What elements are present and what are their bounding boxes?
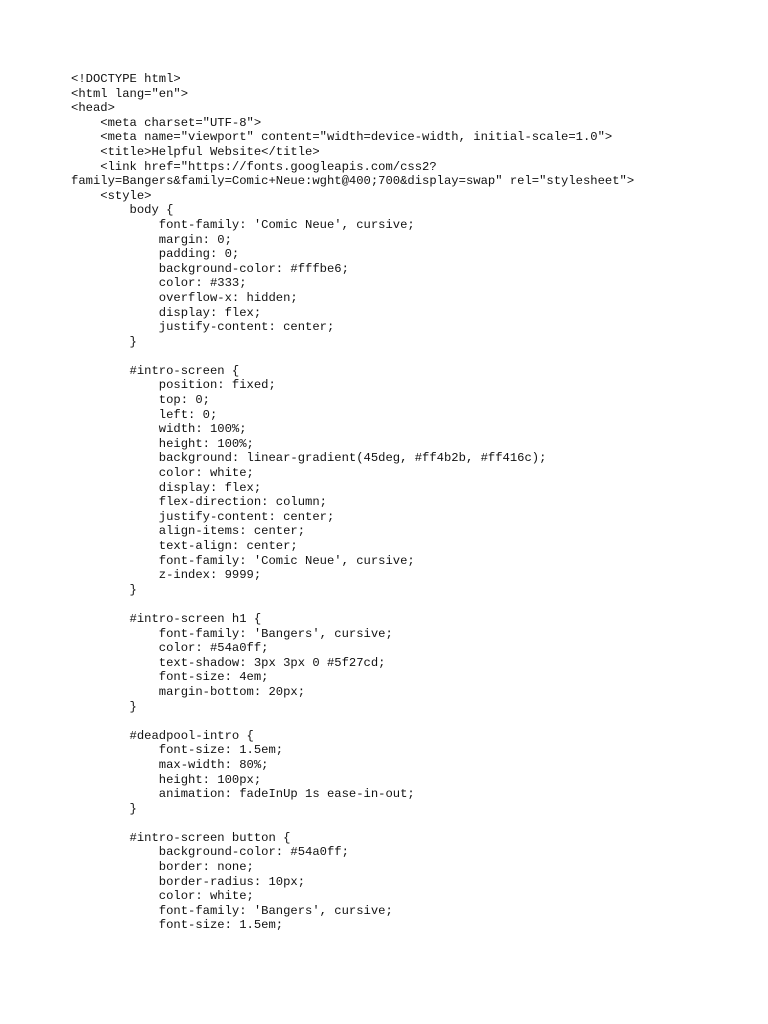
code-line: color: white; bbox=[71, 466, 254, 481]
code-line: <link href="https://fonts.googleapis.com/css2? bbox=[71, 159, 437, 174]
code-line: font-family: 'Comic Neue', cursive; bbox=[71, 217, 415, 232]
code-line: } bbox=[71, 699, 137, 714]
code-line: overflow-x: hidden; bbox=[71, 290, 298, 305]
code-line: <meta name="viewport" content="width=device-width, initial-scale=1.0"> bbox=[71, 130, 613, 145]
code-line: <head> bbox=[71, 101, 115, 116]
code-line: font-size: 1.5em; bbox=[71, 918, 284, 933]
code-line: body { bbox=[71, 203, 174, 218]
code-line: position: fixed; bbox=[71, 378, 276, 393]
code-line: max-width: 80%; bbox=[71, 757, 269, 772]
code-line: font-family: 'Comic Neue', cursive; bbox=[71, 553, 415, 568]
code-line: #intro-screen { bbox=[71, 363, 240, 378]
code-line: #intro-screen h1 { bbox=[71, 611, 262, 626]
code-line: display: flex; bbox=[71, 480, 262, 495]
code-line: height: 100px; bbox=[71, 772, 262, 787]
code-line: animation: fadeInUp 1s ease-in-out; bbox=[71, 787, 415, 802]
code-line: justify-content: center; bbox=[71, 509, 335, 524]
code-line: left: 0; bbox=[71, 407, 218, 422]
code-line: background-color: #54a0ff; bbox=[71, 845, 349, 860]
code-line: font-size: 1.5em; bbox=[71, 743, 284, 758]
code-line bbox=[71, 349, 634, 364]
code-listing bbox=[71, 72, 634, 933]
code-line bbox=[71, 597, 634, 612]
code-line: text-align: center; bbox=[71, 539, 298, 553]
code-line: flex-direction: column; bbox=[71, 495, 327, 510]
code-line: font-size: 4em; bbox=[71, 670, 269, 685]
code-line: #intro-screen button { bbox=[71, 830, 291, 845]
code-line: margin-bottom: 20px; bbox=[71, 684, 306, 699]
code-line: text-shadow: 3px 3px 0 #5f27cd; bbox=[71, 655, 386, 670]
code-line: display: flex; bbox=[71, 305, 262, 320]
code-line: margin: 0; bbox=[71, 232, 232, 247]
code-line: color: #333; bbox=[71, 276, 247, 291]
code-line: <meta charset="UTF-8"> bbox=[71, 115, 262, 130]
code-line: justify-content: center; bbox=[71, 320, 335, 335]
code-line: } bbox=[71, 801, 137, 816]
code-line: z-index: 9999; bbox=[71, 568, 262, 583]
code-line bbox=[71, 714, 634, 729]
code-line: font-family: 'Bangers', cursive; bbox=[71, 626, 393, 641]
code-line bbox=[71, 816, 634, 831]
code-line: border-radius: 10px; bbox=[71, 874, 306, 889]
code-line: <html lang="en"> bbox=[71, 86, 189, 101]
code-line: height: 100%; bbox=[71, 436, 254, 451]
code-line: align-items: center; bbox=[71, 524, 306, 539]
code-line: family=Bangers&family=Comic+Neue:wght@400;700&display=swap" rel="stylesheet"> bbox=[71, 174, 635, 189]
code-line: top: 0; bbox=[71, 393, 210, 408]
code-line: } bbox=[71, 334, 137, 349]
code-line: background: linear-gradient(45deg, #ff4b2b, #ff416c); bbox=[71, 451, 547, 466]
code-line: padding: 0; bbox=[71, 247, 240, 262]
code-line: #deadpool-intro { bbox=[71, 728, 254, 743]
code-line: <title>Helpful Website</title> bbox=[71, 144, 320, 159]
code-line: <!DOCTYPE html> bbox=[71, 72, 181, 86]
code-line: color: white; bbox=[71, 889, 254, 904]
code-line: color: #54a0ff; bbox=[71, 641, 269, 656]
code-line: } bbox=[71, 582, 137, 597]
code-line: background-color: #fffbe6; bbox=[71, 261, 349, 276]
code-line: font-family: 'Bangers', cursive; bbox=[71, 903, 393, 918]
code-line: width: 100%; bbox=[71, 422, 247, 437]
code-line: border: none; bbox=[71, 860, 254, 875]
code-line: <style> bbox=[71, 188, 152, 203]
